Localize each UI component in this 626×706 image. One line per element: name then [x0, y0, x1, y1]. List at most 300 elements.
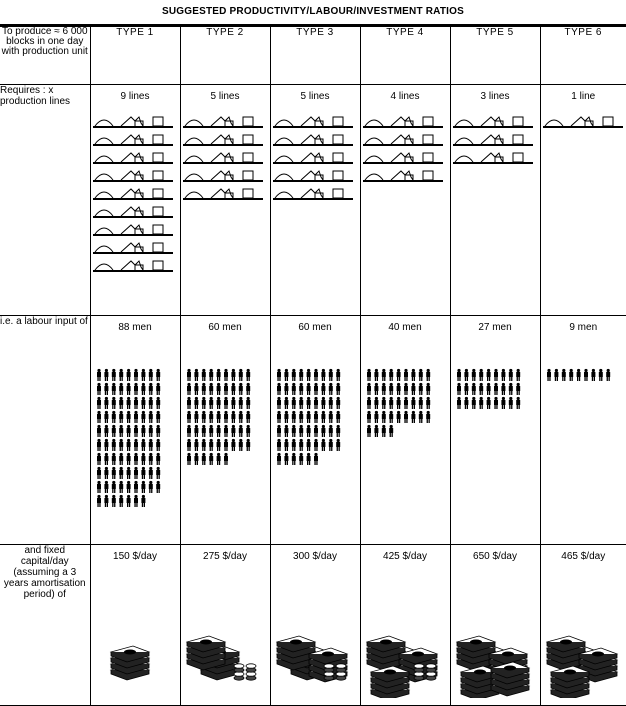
worker-icon [374, 383, 378, 395]
worker-icon [104, 369, 108, 381]
worker-icon [126, 425, 130, 437]
production-lines-illustration [91, 102, 181, 302]
worker-icon [187, 397, 191, 409]
worker-icon [381, 411, 385, 423]
worker-icon [126, 495, 130, 507]
worker-icon [134, 467, 138, 479]
workers-illustration [361, 333, 451, 533]
worker-icon [111, 383, 115, 395]
worker-icon [141, 467, 145, 479]
worker-icon [606, 369, 610, 381]
lines-cell [270, 85, 360, 316]
worker-icon [284, 425, 288, 437]
worker-icon [411, 369, 415, 381]
worker-icon [201, 425, 205, 437]
worker-icon [299, 453, 303, 465]
production-line-icon [453, 135, 533, 145]
worker-icon [97, 467, 101, 479]
production-line-icon [363, 171, 443, 181]
worker-icon [111, 467, 115, 479]
worker-icon [134, 397, 138, 409]
worker-icon [411, 411, 415, 423]
workers-illustration [271, 333, 361, 533]
worker-icon [104, 439, 108, 451]
capital-cell [270, 545, 360, 706]
worker-icon [104, 495, 108, 507]
worker-icon [418, 411, 422, 423]
coin-stack-icon [234, 664, 244, 680]
worker-icon [314, 425, 318, 437]
row-label-labour: i.e. a labour input of [0, 316, 90, 545]
worker-icon [418, 383, 422, 395]
worker-icon [194, 369, 198, 381]
worker-icon [516, 397, 520, 409]
worker-icon [216, 453, 220, 465]
worker-icon [584, 369, 588, 381]
worker-icon [314, 383, 318, 395]
worker-icon [426, 397, 430, 409]
worker-icon [396, 369, 400, 381]
worker-icon [201, 439, 205, 451]
lines-count: 9 lines [91, 85, 180, 102]
worker-icon [336, 383, 340, 395]
worker-icon [508, 369, 512, 381]
worker-icon [119, 439, 123, 451]
worker-icon [426, 369, 430, 381]
worker-icon [464, 369, 468, 381]
worker-icon [314, 397, 318, 409]
worker-icon [97, 425, 101, 437]
worker-icon [216, 397, 220, 409]
money-stack-icon [457, 636, 495, 670]
worker-icon [284, 383, 288, 395]
worker-icon [187, 453, 191, 465]
coin-stack-icon [324, 664, 334, 680]
worker-icon [246, 383, 250, 395]
production-lines-illustration [451, 102, 541, 302]
worker-icon [141, 481, 145, 493]
worker-icon [426, 411, 430, 423]
money-stack-icon [551, 666, 589, 698]
worker-icon [389, 383, 393, 395]
worker-icon [501, 369, 505, 381]
worker-icon [367, 383, 371, 395]
worker-icon [418, 397, 422, 409]
production-line-icon [183, 171, 263, 181]
worker-icon [231, 411, 235, 423]
worker-icon [591, 369, 595, 381]
worker-icon [494, 397, 498, 409]
worker-icon [306, 383, 310, 395]
worker-icon [119, 467, 123, 479]
worker-icon [238, 369, 242, 381]
worker-icon [134, 369, 138, 381]
production-line-icon [273, 189, 353, 199]
worker-icon [501, 397, 505, 409]
worker-icon [111, 369, 115, 381]
worker-icon [231, 383, 235, 395]
production-line-icon [363, 117, 443, 127]
worker-icon [328, 383, 332, 395]
worker-icon [224, 369, 228, 381]
worker-icon [231, 369, 235, 381]
worker-icon [97, 439, 101, 451]
capital-value: 425 $/day [361, 545, 450, 562]
labour-cell [450, 316, 540, 545]
worker-icon [306, 369, 310, 381]
production-line-icon [453, 153, 533, 163]
ratios-table [0, 24, 626, 706]
men-count: 60 men [181, 316, 270, 333]
row-label-lines: Requires : x production lines [0, 85, 90, 316]
worker-icon [194, 453, 198, 465]
worker-icon [396, 411, 400, 423]
worker-icon [201, 369, 205, 381]
worker-icon [141, 369, 145, 381]
production-line-icon [183, 117, 263, 127]
worker-icon [299, 397, 303, 409]
type-header: TYPE 5 [450, 26, 540, 85]
men-count: 27 men [451, 316, 540, 333]
worker-icon [216, 411, 220, 423]
labour-row [0, 316, 626, 545]
worker-icon [418, 369, 422, 381]
capital-value: 465 $/day [541, 545, 626, 562]
worker-icon [97, 481, 101, 493]
worker-icon [111, 495, 115, 507]
worker-icon [134, 411, 138, 423]
worker-icon [141, 397, 145, 409]
worker-icon [104, 383, 108, 395]
worker-icon [97, 383, 101, 395]
worker-icon [111, 425, 115, 437]
production-line-icon [183, 189, 263, 199]
production-line-icon [363, 135, 443, 145]
money-illustration [451, 562, 541, 698]
worker-icon [374, 397, 378, 409]
worker-icon [148, 425, 152, 437]
worker-icon [111, 397, 115, 409]
worker-icon [321, 425, 325, 437]
worker-icon [141, 425, 145, 437]
worker-icon [126, 439, 130, 451]
worker-icon [126, 467, 130, 479]
production-lines-illustration [181, 102, 271, 302]
worker-icon [314, 439, 318, 451]
worker-icon [134, 425, 138, 437]
worker-icon [314, 411, 318, 423]
money-illustration [271, 562, 361, 698]
worker-icon [119, 453, 123, 465]
production-line-icon [543, 117, 623, 127]
worker-icon [404, 369, 408, 381]
worker-icon [457, 383, 461, 395]
labour-cell [540, 316, 626, 545]
production-lines-illustration [541, 102, 626, 302]
header-row [0, 26, 626, 85]
capital-value: 300 $/day [271, 545, 360, 562]
worker-icon [119, 495, 123, 507]
worker-icon [201, 453, 205, 465]
worker-icon [314, 453, 318, 465]
worker-icon [194, 439, 198, 451]
worker-icon [321, 397, 325, 409]
worker-icon [389, 397, 393, 409]
worker-icon [246, 425, 250, 437]
lines-cell [450, 85, 540, 316]
worker-icon [224, 397, 228, 409]
worker-icon [306, 397, 310, 409]
worker-icon [299, 383, 303, 395]
lines-cell [180, 85, 270, 316]
worker-icon [224, 439, 228, 451]
worker-icon [321, 383, 325, 395]
workers-illustration [91, 333, 181, 533]
lines-count: 1 line [541, 85, 626, 102]
worker-icon [148, 411, 152, 423]
worker-icon [238, 439, 242, 451]
coin-stack-icon [414, 664, 424, 680]
worker-icon [156, 425, 160, 437]
worker-icon [464, 397, 468, 409]
worker-icon [111, 439, 115, 451]
production-line-icon [93, 261, 173, 271]
worker-icon [104, 411, 108, 423]
worker-icon [111, 411, 115, 423]
worker-icon [291, 411, 295, 423]
money-stack-icon [111, 646, 149, 680]
worker-icon [194, 397, 198, 409]
worker-icon [156, 481, 160, 493]
worker-icon [246, 439, 250, 451]
worker-icon [277, 397, 281, 409]
worker-icon [187, 439, 191, 451]
worker-icon [576, 369, 580, 381]
worker-icon [426, 383, 430, 395]
worker-icon [284, 397, 288, 409]
worker-icon [291, 369, 295, 381]
worker-icon [598, 369, 602, 381]
type-header: TYPE 2 [180, 26, 270, 85]
worker-icon [119, 481, 123, 493]
worker-icon [209, 397, 213, 409]
worker-icon [148, 383, 152, 395]
worker-icon [148, 467, 152, 479]
worker-icon [336, 425, 340, 437]
worker-icon [561, 369, 565, 381]
worker-icon [134, 383, 138, 395]
worker-icon [119, 369, 123, 381]
worker-icon [104, 397, 108, 409]
worker-icon [381, 369, 385, 381]
worker-icon [246, 411, 250, 423]
worker-icon [156, 369, 160, 381]
worker-icon [141, 495, 145, 507]
money-stack-icon [371, 666, 409, 698]
worker-icon [187, 425, 191, 437]
worker-icon [126, 397, 130, 409]
worker-icon [246, 369, 250, 381]
worker-icon [404, 411, 408, 423]
worker-icon [156, 383, 160, 395]
worker-icon [367, 369, 371, 381]
worker-icon [201, 383, 205, 395]
labour-cell [180, 316, 270, 545]
worker-icon [194, 411, 198, 423]
men-count: 40 men [361, 316, 450, 333]
labour-cell [90, 316, 180, 545]
production-line-icon [93, 243, 173, 253]
worker-icon [411, 383, 415, 395]
men-count: 9 men [541, 316, 626, 333]
worker-icon [314, 369, 318, 381]
worker-icon [284, 453, 288, 465]
worker-icon [97, 495, 101, 507]
worker-icon [381, 383, 385, 395]
money-illustration [91, 562, 181, 698]
worker-icon [321, 411, 325, 423]
worker-icon [97, 453, 101, 465]
worker-icon [141, 411, 145, 423]
capital-cell [450, 545, 540, 706]
worker-icon [479, 369, 483, 381]
worker-icon [411, 397, 415, 409]
worker-icon [471, 383, 475, 395]
worker-icon [381, 397, 385, 409]
worker-icon [126, 453, 130, 465]
worker-icon [336, 439, 340, 451]
worker-icon [97, 369, 101, 381]
worker-icon [277, 383, 281, 395]
worker-icon [216, 369, 220, 381]
worker-icon [389, 411, 393, 423]
worker-icon [299, 425, 303, 437]
worker-icon [277, 453, 281, 465]
worker-icon [238, 397, 242, 409]
worker-icon [367, 425, 371, 437]
worker-icon [486, 397, 490, 409]
worker-icon [238, 383, 242, 395]
capital-cell [90, 545, 180, 706]
money-illustration [541, 562, 626, 698]
worker-icon [194, 383, 198, 395]
worker-icon [336, 411, 340, 423]
type-header: TYPE 6 [540, 26, 626, 85]
capital-row [0, 545, 626, 706]
worker-icon [104, 453, 108, 465]
coin-stack-icon [426, 664, 436, 680]
worker-icon [547, 369, 551, 381]
corner-cell [0, 26, 90, 85]
worker-icon [148, 397, 152, 409]
production-line-icon [93, 225, 173, 235]
worker-icon [516, 383, 520, 395]
worker-icon [224, 383, 228, 395]
lines-count: 5 lines [181, 85, 270, 102]
worker-icon [328, 397, 332, 409]
worker-icon [328, 439, 332, 451]
worker-icon [209, 383, 213, 395]
worker-icon [104, 467, 108, 479]
lines-count: 5 lines [271, 85, 360, 102]
worker-icon [374, 369, 378, 381]
worker-icon [471, 397, 475, 409]
worker-icon [209, 411, 213, 423]
worker-icon [374, 411, 378, 423]
worker-icon [134, 481, 138, 493]
worker-icon [291, 397, 295, 409]
labour-cell [360, 316, 450, 545]
worker-icon [224, 411, 228, 423]
worker-icon [284, 439, 288, 451]
worker-icon [479, 383, 483, 395]
worker-icon [238, 425, 242, 437]
production-line-icon [273, 135, 353, 145]
worker-icon [299, 369, 303, 381]
page-title: SUGGESTED PRODUCTIVITY/LABOUR/INVESTMENT RATIOS [0, 6, 626, 17]
production-line-icon [273, 171, 353, 181]
worker-icon [148, 453, 152, 465]
worker-icon [156, 411, 160, 423]
worker-icon [224, 425, 228, 437]
coin-stack-icon [336, 664, 346, 680]
worker-icon [569, 369, 573, 381]
worker-icon [141, 383, 145, 395]
worker-icon [119, 425, 123, 437]
worker-icon [381, 425, 385, 437]
worker-icon [277, 369, 281, 381]
worker-icon [404, 397, 408, 409]
worker-icon [299, 411, 303, 423]
worker-icon [201, 397, 205, 409]
worker-icon [97, 411, 101, 423]
worker-icon [306, 439, 310, 451]
worker-icon [209, 425, 213, 437]
worker-icon [156, 397, 160, 409]
worker-icon [284, 369, 288, 381]
worker-icon [97, 397, 101, 409]
worker-icon [457, 397, 461, 409]
capital-value: 275 $/day [181, 545, 270, 562]
worker-icon [306, 411, 310, 423]
coin-stack-icon [246, 664, 256, 680]
worker-icon [141, 439, 145, 451]
lines-cell [90, 85, 180, 316]
worker-icon [471, 369, 475, 381]
lines-count: 4 lines [361, 85, 450, 102]
type-header: TYPE 1 [90, 26, 180, 85]
worker-icon [291, 439, 295, 451]
worker-icon [238, 411, 242, 423]
labour-cell [270, 316, 360, 545]
worker-icon [494, 383, 498, 395]
worker-icon [306, 453, 310, 465]
production-line-icon [273, 153, 353, 163]
worker-icon [486, 383, 490, 395]
worker-icon [494, 369, 498, 381]
men-count: 60 men [271, 316, 360, 333]
worker-icon [201, 411, 205, 423]
workers-illustration [541, 333, 626, 533]
worker-icon [306, 425, 310, 437]
worker-icon [194, 425, 198, 437]
worker-icon [299, 439, 303, 451]
worker-icon [148, 439, 152, 451]
worker-icon [246, 397, 250, 409]
worker-icon [111, 453, 115, 465]
worker-icon [126, 369, 130, 381]
worker-icon [216, 425, 220, 437]
